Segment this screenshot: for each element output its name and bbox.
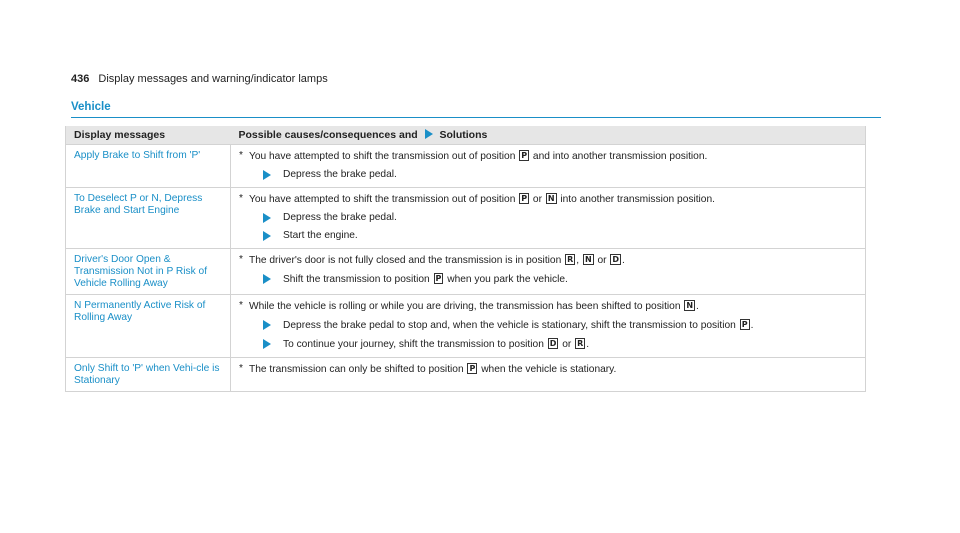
section-title: Vehicle: [71, 101, 111, 113]
text-fragment: Depress the brake pedal to stop and, when the vehicle is stationary, shift the transmission to position: [283, 320, 736, 331]
text-fragment: Shift the transmission to position: [283, 274, 430, 285]
table-header-row: [66, 126, 866, 145]
solution-step: [239, 338, 857, 351]
page-header: [71, 73, 328, 85]
arrow-right-icon: [263, 213, 271, 223]
gear-position-icon: P: [435, 274, 442, 283]
gear-position-icon: N: [584, 255, 592, 264]
arrow-right-icon: [425, 129, 433, 139]
table-row: [66, 295, 866, 358]
causes-solutions-cell: [231, 249, 866, 295]
text-fragment: when the vehicle is stationary.: [481, 364, 617, 375]
asterisk-bullet: *: [239, 363, 243, 374]
display-message: To Deselect P or N, Depress Brake and Start Engine: [66, 188, 231, 249]
cause-item: [239, 254, 857, 267]
gear-position-icon: N: [547, 194, 555, 203]
causes-solutions-cell: [231, 295, 866, 358]
gear-position-icon: D: [612, 255, 620, 264]
cause-text: [249, 193, 715, 206]
text-fragment: into another transmission position.: [560, 194, 715, 205]
cause-item: [239, 300, 857, 313]
text-fragment: You have attempted to shift the transmission out of position: [249, 151, 516, 162]
column-header-causes-label: Possible causes/consequences and: [238, 129, 418, 141]
table-row: [66, 145, 866, 188]
causes-solutions-cell: [231, 145, 866, 188]
solution-text: [283, 319, 753, 332]
column-header-solutions-label: Solutions: [439, 129, 488, 141]
cause-item: [239, 193, 857, 206]
gear-position-icon: R: [567, 255, 574, 264]
gear-position-icon: N: [686, 301, 694, 310]
page-number: 436: [71, 73, 90, 85]
text-fragment: .: [622, 255, 625, 266]
cause-item: [239, 150, 857, 163]
solution-text: [283, 169, 397, 181]
arrow-right-icon: [263, 320, 271, 330]
text-fragment: or: [532, 194, 542, 205]
causes-solutions-cell: [231, 188, 866, 249]
column-header-messages: Display messages: [66, 126, 231, 145]
solution-text: [283, 212, 397, 224]
solution-step: [239, 169, 857, 181]
text-fragment: Depress the brake pedal.: [283, 169, 397, 180]
solution-text: [283, 338, 589, 351]
text-fragment: .: [586, 339, 590, 350]
page-title: Display messages and warning/indicator lamps: [98, 73, 328, 85]
cause-text: [249, 254, 625, 267]
cause-text: [249, 300, 699, 313]
solution-text: [283, 230, 358, 242]
text-fragment: .: [750, 320, 754, 331]
text-fragment: and into another transmission position.: [532, 151, 708, 162]
text-fragment: or: [597, 255, 607, 266]
solution-step: [239, 230, 857, 242]
table-row: [66, 358, 866, 392]
solution-step: [239, 212, 857, 224]
text-fragment: or: [562, 339, 572, 350]
section-divider: [71, 117, 881, 118]
text-fragment: While the vehicle is rolling or while you are driving, the transmission has been shifted to position: [249, 301, 681, 312]
asterisk-bullet: *: [239, 300, 243, 311]
text-fragment: The driver's door is not fully closed and the transmission is in position: [249, 255, 562, 266]
arrow-right-icon: [263, 339, 271, 349]
gear-position-icon: R: [577, 339, 584, 348]
table-row: [66, 188, 866, 249]
text-fragment: The transmission can only be shifted to position: [249, 364, 464, 375]
asterisk-bullet: *: [239, 254, 243, 265]
column-header-causes: [231, 126, 866, 145]
display-message: Only Shift to 'P' when Vehi-cle is Stationary: [66, 358, 231, 392]
solution-step: [239, 273, 857, 286]
text-fragment: Start the engine.: [283, 230, 358, 241]
text-fragment: when you park the vehicle.: [447, 274, 568, 285]
text-fragment: To continue your journey, shift the transmission to position: [283, 339, 544, 350]
asterisk-bullet: *: [239, 193, 243, 204]
solution-text: [283, 273, 568, 286]
arrow-right-icon: [263, 231, 271, 241]
gear-position-icon: P: [469, 364, 476, 373]
display-messages-table: [65, 126, 866, 392]
arrow-right-icon: [263, 170, 271, 180]
arrow-right-icon: [263, 274, 271, 284]
gear-position-icon: P: [521, 194, 528, 203]
text-fragment: .: [696, 301, 699, 312]
text-fragment: Depress the brake pedal.: [283, 212, 397, 223]
cause-item: [239, 363, 857, 376]
asterisk-bullet: *: [239, 150, 243, 161]
display-message: Apply Brake to Shift from 'P': [66, 145, 231, 188]
table-row: [66, 249, 866, 295]
cause-text: [249, 363, 616, 376]
cause-text: [249, 150, 707, 163]
display-message: N Permanently Active Risk of Rolling Away: [66, 295, 231, 358]
gear-position-icon: D: [549, 339, 557, 348]
text-fragment: You have attempted to shift the transmission out of position: [249, 194, 516, 205]
causes-solutions-cell: [231, 358, 866, 392]
solution-step: [239, 319, 857, 332]
text-fragment: ,: [576, 255, 580, 266]
display-message: Driver's Door Open & Transmission Not in P Risk of Vehicle Rolling Away: [66, 249, 231, 295]
gear-position-icon: P: [521, 151, 528, 160]
gear-position-icon: P: [741, 320, 748, 329]
